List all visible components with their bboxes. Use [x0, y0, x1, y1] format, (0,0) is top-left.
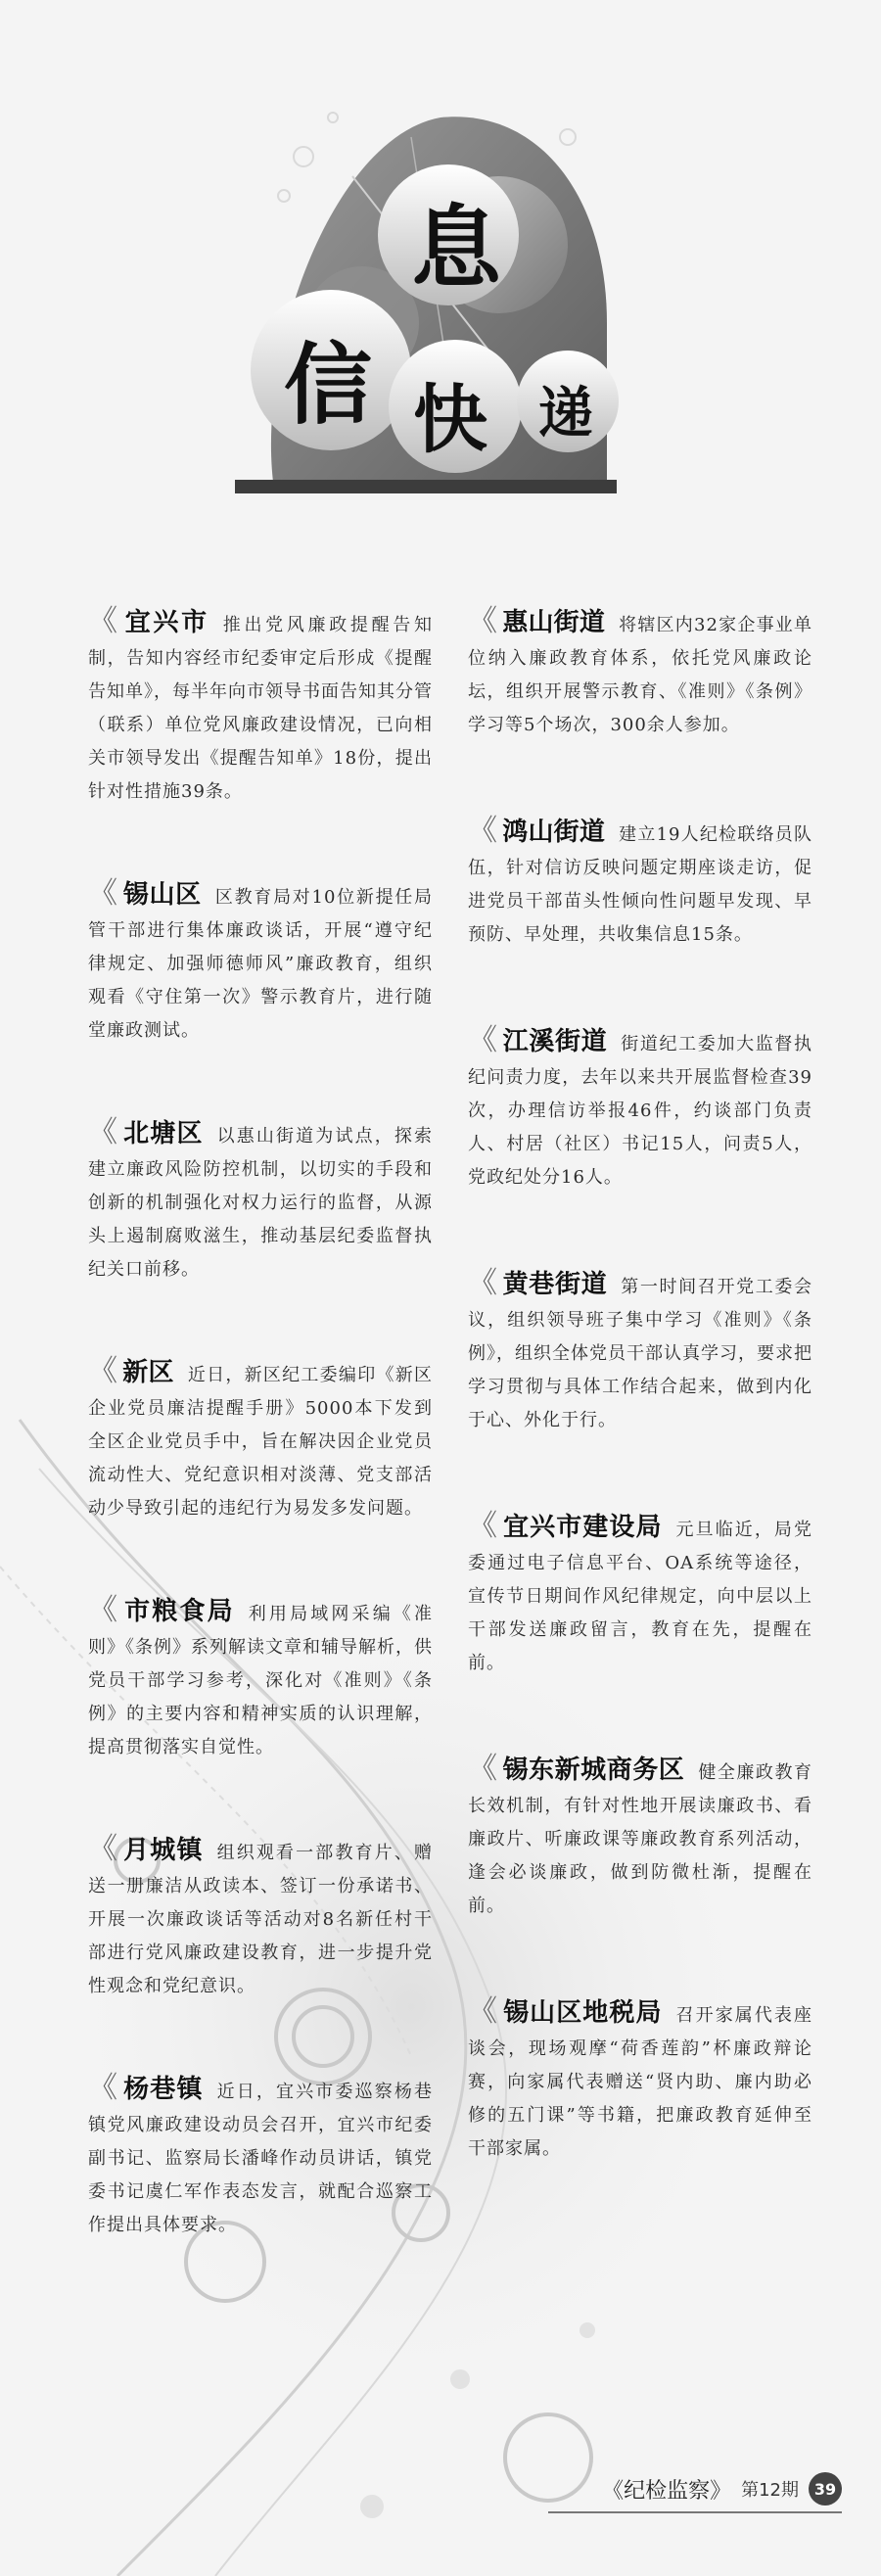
news-item	[88, 1355, 433, 1525]
news-item-title: 鸿山街道	[502, 818, 606, 847]
news-item-title: 黄巷街道	[502, 1270, 608, 1299]
chevron-mark-icon: 《	[468, 1023, 499, 1057]
header-char-kuai: 快	[413, 376, 487, 463]
news-item-text: 街道纪工委加大监督执纪问责力度，去年以来共开展监督检查39次，办理信访举报46件，约谈部门负责人、村居（社区）书记15人，问责5人，党政纪处分16人。	[468, 1034, 813, 1188]
right-column	[468, 587, 812, 2311]
news-item-text: 健全廉政教育长效机制，有针对性地开展读廉政书、看廉政片、听廉政课等廉政教育系列活动，逢会必谈廉政，做到防微杜渐，提醒在前。	[468, 1762, 812, 1916]
news-item	[88, 2072, 433, 2242]
issue-number: 第12期	[741, 2480, 799, 2501]
news-item	[468, 605, 812, 742]
news-item-text: 区教育局对10位新提任局管干部进行集体廉政谈话，开展“遵守纪律规定、加强师德师风”廉政教育，组织观看《守住第一次》警示教育片，进行随堂廉政测试。	[88, 887, 434, 1041]
news-item	[468, 1753, 812, 1923]
chevron-mark-icon: 《	[88, 1832, 120, 1866]
news-item-title: 新区	[122, 1358, 174, 1387]
page-number: 39	[809, 2472, 842, 2506]
news-item-title: 北塘区	[123, 1119, 204, 1148]
chevron-mark-icon: 《	[88, 876, 119, 911]
magazine-name: 《纪检监察》	[602, 2478, 732, 2504]
news-item-title: 市粮食局	[124, 1597, 235, 1626]
news-item-title: 锡山区	[122, 880, 202, 910]
header-graphic	[215, 78, 626, 509]
header-char-xi: 息	[411, 195, 502, 301]
news-item-text: 将辖区内32家企事业单位纳入廉政教育体系，依托党风廉政论坛，组织开展警示教育、《准则》《条例》学习等5个场次，300余人参加。	[468, 615, 813, 735]
news-item	[88, 1833, 433, 2003]
news-columns	[88, 587, 812, 2311]
chevron-mark-icon: 《	[88, 1115, 120, 1149]
news-item-title: 杨巷镇	[123, 2075, 204, 2104]
left-column	[88, 587, 433, 2311]
news-item-text: 第一时间召开党工委会议，组织领导班子集中学习《准则》《条例》，组织全体党员干部认真学习，要求把学习贯彻与具体工作结合起来，做到内化于心、外化于行。	[468, 1277, 813, 1430]
news-item	[468, 1024, 812, 1194]
chevron-mark-icon: 《	[468, 1266, 499, 1300]
news-item	[88, 605, 433, 809]
chevron-mark-icon: 《	[468, 604, 499, 638]
news-item	[88, 1116, 433, 1287]
chevron-mark-icon: 《	[468, 1509, 500, 1543]
news-item-text: 近日，新区纪工委编印《新区企业党员廉洁提醒手册》5000本下发到全区企业党员手中，旨在解决因企业党员流动性大、党纪意识相对淡薄、党支部活动少导致引起的违纪行为易发多发问题。	[88, 1365, 433, 1519]
news-item-text: 建立19人纪检联络员队伍，针对信访反映问题定期座谈走访，促进党员干部苗头性倾向性问题早发现、早预防、早处理，共收集信息15条。	[468, 824, 813, 945]
news-item-title: 江溪街道	[502, 1027, 608, 1056]
news-item-title: 锡山区地税局	[503, 1998, 663, 2028]
chevron-mark-icon: 《	[88, 1593, 121, 1627]
footer-divider	[548, 2511, 842, 2513]
news-item-text: 召开家属代表座谈会，现场观摩“荷香莲韵”杯廉政辩论赛，向家属代表赠送“贤内助、廉内助必修的五门课”等书籍，把廉政教育延伸至干部家属。	[468, 2005, 813, 2159]
header-char-di: 递	[538, 381, 593, 445]
news-item-title: 惠山街道	[502, 608, 606, 637]
news-item	[88, 877, 433, 1048]
news-item-title: 锡东新城商务区	[502, 1756, 685, 1785]
chevron-mark-icon: 《	[88, 1354, 119, 1388]
news-item	[468, 1995, 812, 2166]
news-item-title: 月城镇	[123, 1836, 204, 1865]
news-item-title: 宜兴市	[124, 608, 209, 637]
news-item-text: 利用局域网采编《准则》《条例》系列解读文章和辅导解析，供党员干部学习参考，深化对《准则》《条例》的主要内容和精神实质的认识理解，提高贯彻落实自觉性。	[88, 1604, 434, 1757]
news-item	[468, 1267, 812, 1437]
news-item	[468, 1510, 812, 1680]
news-item	[88, 1594, 433, 1764]
news-item-text: 推出党风廉政提醒告知制，告知内容经市纪委审定后形成《提醒告知单》，每半年向市领导书面告知其分管（联系）单位党风廉政建设情况，已向相关市领导发出《提醒告知单》18份，提出针对性措施39条。	[88, 615, 434, 802]
chevron-mark-icon: 《	[468, 1994, 500, 2029]
chevron-mark-icon: 《	[88, 604, 121, 638]
news-item-title: 宜兴市建设局	[503, 1513, 663, 1542]
header-char-xin: 信	[284, 333, 372, 437]
news-item	[468, 815, 812, 952]
chevron-mark-icon: 《	[88, 2071, 120, 2105]
news-item-text: 以惠山街道为试点，探索建立廉政风险防控机制，以切实的手段和创新的机制强化对权力运行的监督，从源头上遏制腐败滋生，推动基层纪委监督执纪关口前移。	[88, 1126, 434, 1280]
news-item-text: 近日，宜兴市委巡察杨巷镇党风廉政建设动员会召开，宜兴市纪委副书记、监察局长潘峰作动员讲话，镇党委书记虞仁军作表态发言，就配合巡察工作提出具体要求。	[88, 2082, 434, 2235]
chevron-mark-icon: 《	[468, 814, 499, 848]
news-item-text: 元旦临近，局党委通过电子信息平台、OA系统等途径，宣传节日期间作风纪律规定，向中层以上干部发送廉政留言，教育在先，提醒在前。	[468, 1520, 813, 1673]
news-item-text: 组织观看一部教育片、赠送一册廉洁从政读本、签订一份承诺书、开展一次廉政谈话等活动对8名新任村干部进行党风廉政建设教育，进一步提升党性观念和党纪意识。	[88, 1843, 434, 1996]
chevron-mark-icon: 《	[468, 1752, 499, 1786]
page-footer	[602, 2472, 842, 2506]
